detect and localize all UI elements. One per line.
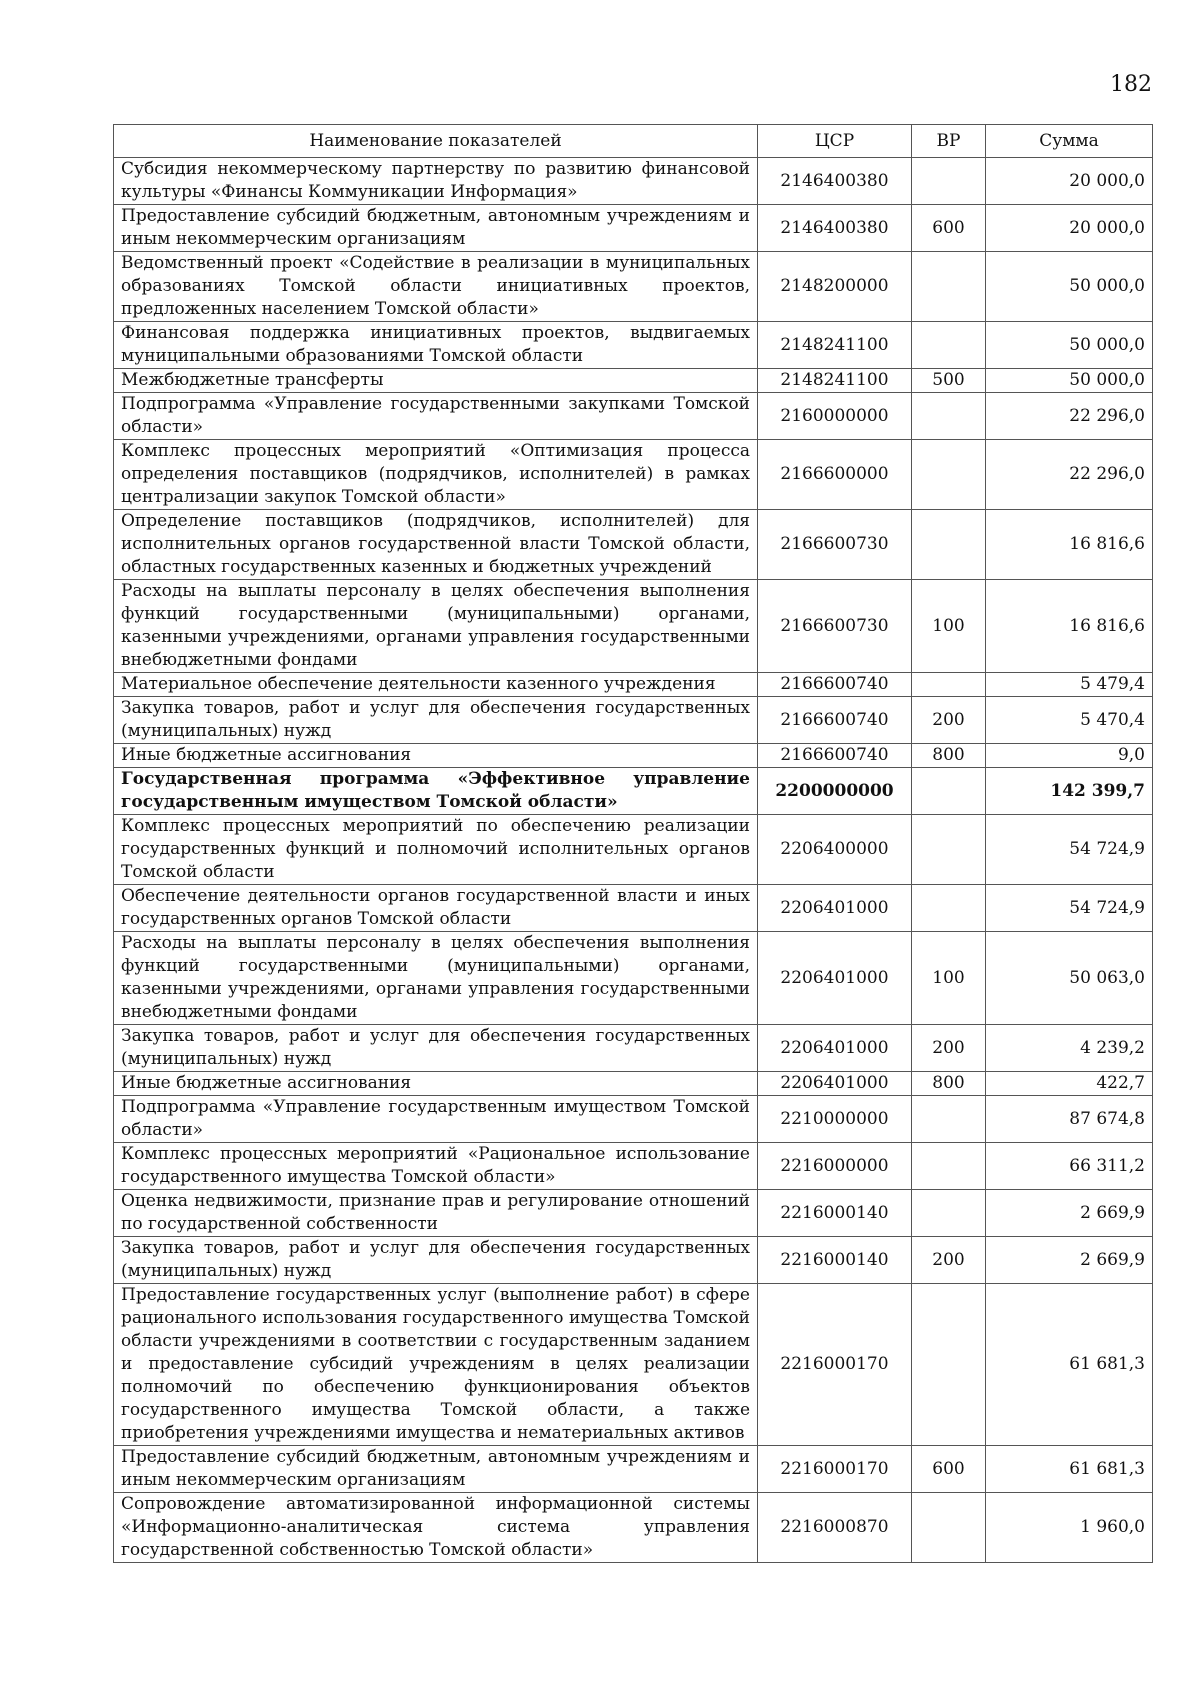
row-vr: 600 (912, 1446, 986, 1493)
table-row (114, 1237, 1153, 1284)
table-row (114, 393, 1153, 440)
row-vr: 800 (912, 744, 986, 768)
row-vr: 200 (912, 1237, 986, 1284)
row-name: Подпрограмма «Управление государственными закупками Томской области» (114, 393, 758, 440)
table-row (114, 322, 1153, 369)
row-name: Материальное обеспечение деятельности казенного учреждения (114, 673, 758, 697)
row-sum: 4 239,2 (986, 1025, 1153, 1072)
row-name: Предоставление субсидий бюджетным, автономным учреждениям и иным некоммерческим организациям (114, 1446, 758, 1493)
page-number: 182 (1110, 72, 1152, 97)
table-row (114, 1284, 1153, 1446)
row-vr (912, 510, 986, 580)
table-row (114, 1493, 1153, 1563)
row-csr: 2206401000 (758, 932, 912, 1025)
row-vr (912, 252, 986, 322)
row-name: Расходы на выплаты персоналу в целях обеспечения выполнения функций государственными (муниципальными) органами, казенными учреждениями, органами управления государственными внебюджетными фондами (114, 580, 758, 673)
row-name: Комплекс процессных мероприятий по обеспечению реализации государственных функций и полномочий исполнительных органов Томской области (114, 815, 758, 885)
row-csr: 2166600000 (758, 440, 912, 510)
row-name: Комплекс процессных мероприятий «Рациональное использование государственного имущества Томской области» (114, 1143, 758, 1190)
table-row (114, 1072, 1153, 1096)
row-csr: 2216000170 (758, 1446, 912, 1493)
row-vr (912, 1284, 986, 1446)
row-vr: 600 (912, 205, 986, 252)
table-row (114, 252, 1153, 322)
row-sum: 22 296,0 (986, 393, 1153, 440)
row-name: Расходы на выплаты персоналу в целях обеспечения выполнения функций государственными (муниципальными) органами, казенными учреждениями, органами управления государственными внебюджетными фондами (114, 932, 758, 1025)
table-row (114, 1143, 1153, 1190)
row-sum: 54 724,9 (986, 815, 1153, 885)
row-vr (912, 440, 986, 510)
row-name: Закупка товаров, работ и услуг для обеспечения государственных (муниципальных) нужд (114, 1237, 758, 1284)
row-vr: 100 (912, 932, 986, 1025)
row-name: Иные бюджетные ассигнования (114, 1072, 758, 1096)
row-name: Обеспечение деятельности органов государственной власти и иных государственных органов Томской области (114, 885, 758, 932)
header-csr: ЦСР (758, 125, 912, 158)
row-csr: 2166600740 (758, 744, 912, 768)
budget-table (113, 124, 1153, 1563)
row-sum: 2 669,9 (986, 1190, 1153, 1237)
row-sum: 22 296,0 (986, 440, 1153, 510)
header-name: Наименование показателей (114, 125, 758, 158)
row-sum: 9,0 (986, 744, 1153, 768)
row-sum: 5 479,4 (986, 673, 1153, 697)
row-csr: 2216000170 (758, 1284, 912, 1446)
row-sum: 20 000,0 (986, 158, 1153, 205)
row-csr: 2166600730 (758, 580, 912, 673)
row-name: Субсидия некоммерческому партнерству по развитию финансовой культуры «Финансы Коммуникации Информация» (114, 158, 758, 205)
row-name: Предоставление субсидий бюджетным, автономным учреждениям и иным некоммерческим организациям (114, 205, 758, 252)
header-vr: ВР (912, 125, 986, 158)
table-row (114, 158, 1153, 205)
table-row (114, 510, 1153, 580)
row-csr: 2210000000 (758, 1096, 912, 1143)
row-csr: 2146400380 (758, 205, 912, 252)
table-row (114, 1025, 1153, 1072)
row-sum: 61 681,3 (986, 1284, 1153, 1446)
row-csr: 2216000000 (758, 1143, 912, 1190)
row-vr (912, 1096, 986, 1143)
row-sum: 66 311,2 (986, 1143, 1153, 1190)
table-row (114, 1096, 1153, 1143)
row-sum: 61 681,3 (986, 1446, 1153, 1493)
row-csr: 2206401000 (758, 1025, 912, 1072)
table-row (114, 580, 1153, 673)
row-vr (912, 1143, 986, 1190)
row-csr: 2166600730 (758, 510, 912, 580)
table-row (114, 369, 1153, 393)
row-vr: 500 (912, 369, 986, 393)
row-vr: 200 (912, 697, 986, 744)
row-sum: 20 000,0 (986, 205, 1153, 252)
table-row (114, 697, 1153, 744)
table-row (114, 932, 1153, 1025)
row-vr (912, 158, 986, 205)
row-csr: 2200000000 (758, 768, 912, 815)
table-row (114, 1446, 1153, 1493)
row-sum: 1 960,0 (986, 1493, 1153, 1563)
row-name: Финансовая поддержка инициативных проектов, выдвигаемых муниципальными образованиями Томской области (114, 322, 758, 369)
row-sum: 5 470,4 (986, 697, 1153, 744)
row-csr: 2206401000 (758, 885, 912, 932)
row-name: Ведомственный проект «Содействие в реализации в муниципальных образованиях Томской области инициативных проектов, предложенных населением Томской области» (114, 252, 758, 322)
row-vr: 200 (912, 1025, 986, 1072)
row-name: Подпрограмма «Управление государственным имуществом Томской области» (114, 1096, 758, 1143)
row-vr: 800 (912, 1072, 986, 1096)
table-row-program (114, 768, 1153, 815)
table-header-row (114, 125, 1153, 158)
row-name: Закупка товаров, работ и услуг для обеспечения государственных (муниципальных) нужд (114, 697, 758, 744)
row-csr: 2166600740 (758, 697, 912, 744)
row-sum: 2 669,9 (986, 1237, 1153, 1284)
row-csr: 2216000140 (758, 1237, 912, 1284)
row-sum: 54 724,9 (986, 885, 1153, 932)
table-row (114, 440, 1153, 510)
row-vr (912, 1190, 986, 1237)
table-row (114, 885, 1153, 932)
row-name: Сопровождение автоматизированной информационной системы «Информационно-аналитическая система управления государственной собственностью Томской области» (114, 1493, 758, 1563)
row-sum: 50 000,0 (986, 369, 1153, 393)
table-row (114, 1190, 1153, 1237)
table-row (114, 205, 1153, 252)
row-csr: 2146400380 (758, 158, 912, 205)
row-name: Предоставление государственных услуг (выполнение работ) в сфере рационального использования государственного имущества Томской области учреждениями в соответствии с государственным заданием и предоставление субсидий учреждениям в целях реализации полномочий по обеспечению функционирования объектов государственного имущества Томской области, а также приобретения учреждениями имущества и нематериальных активов (114, 1284, 758, 1446)
row-name: Определение поставщиков (подрядчиков, исполнителей) для исполнительных органов государственной власти Томской области, областных государственных казенных и бюджетных учреждений (114, 510, 758, 580)
row-sum: 50 000,0 (986, 252, 1153, 322)
row-sum: 142 399,7 (986, 768, 1153, 815)
row-csr: 2148241100 (758, 322, 912, 369)
row-csr: 2206401000 (758, 1072, 912, 1096)
row-csr: 2148200000 (758, 252, 912, 322)
row-name: Иные бюджетные ассигнования (114, 744, 758, 768)
row-name: Межбюджетные трансферты (114, 369, 758, 393)
row-sum: 16 816,6 (986, 510, 1153, 580)
row-sum: 50 063,0 (986, 932, 1153, 1025)
row-name: Оценка недвижимости, признание прав и регулирование отношений по государственной собственности (114, 1190, 758, 1237)
row-csr: 2160000000 (758, 393, 912, 440)
row-vr (912, 1493, 986, 1563)
row-vr (912, 673, 986, 697)
row-csr: 2216000870 (758, 1493, 912, 1563)
row-csr: 2216000140 (758, 1190, 912, 1237)
row-name: Комплекс процессных мероприятий «Оптимизация процесса определения поставщиков (подрядчиков, исполнителей) в рамках централизации закупок Томской области» (114, 440, 758, 510)
table-row (114, 815, 1153, 885)
table-row (114, 673, 1153, 697)
row-name: Государственная программа «Эффективное управление государственным имуществом Томской области» (114, 768, 758, 815)
row-csr: 2166600740 (758, 673, 912, 697)
row-vr (912, 885, 986, 932)
row-vr (912, 768, 986, 815)
row-sum: 50 000,0 (986, 322, 1153, 369)
row-vr (912, 393, 986, 440)
row-vr (912, 322, 986, 369)
row-sum: 422,7 (986, 1072, 1153, 1096)
row-csr: 2206400000 (758, 815, 912, 885)
header-sum: Сумма (986, 125, 1153, 158)
row-csr: 2148241100 (758, 369, 912, 393)
row-sum: 87 674,8 (986, 1096, 1153, 1143)
row-name: Закупка товаров, работ и услуг для обеспечения государственных (муниципальных) нужд (114, 1025, 758, 1072)
row-sum: 16 816,6 (986, 580, 1153, 673)
row-vr (912, 815, 986, 885)
row-vr: 100 (912, 580, 986, 673)
table-row (114, 744, 1153, 768)
